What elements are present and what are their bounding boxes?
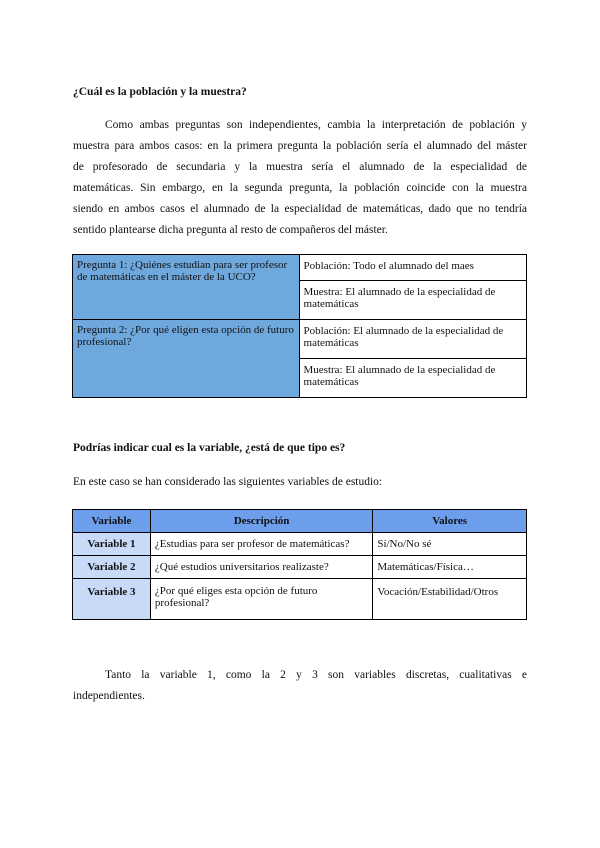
description-cell: ¿Por qué eliges esta opción de futuro profesional? [150, 579, 372, 620]
paragraph-line: de profesorado de secundaria y la muestra sería el alumnado de la especialidad de [73, 161, 527, 173]
answer-cell: Población: El alumnado de la especialidad de matemáticas [299, 320, 526, 359]
variables-table [72, 509, 527, 620]
paragraph-poblacion [73, 115, 527, 241]
values-cell: Matemáticas/Física… [373, 556, 527, 579]
paragraph-line: Tanto la variable 1, como la 2 y 3 son variables discretas, cualitativas e [105, 669, 527, 681]
table-row [73, 533, 527, 556]
description-cell: ¿Qué estudios universitarios realizaste? [150, 556, 372, 579]
paragraph-line: matemáticas. Sin embargo, en la segunda pregunta, la población coincide con la muestra [73, 182, 527, 194]
paragraph-line: muestra para ambos casos: en la primera pregunta la población sería el alumnado del máster [73, 140, 527, 152]
table-row [73, 556, 527, 579]
answer-cell: Muestra: El alumnado de la especialidad de matemáticas [299, 281, 526, 320]
column-header: Descripción [150, 510, 372, 533]
answer-cell: Población: Todo el alumnado del maes [299, 255, 526, 281]
table-row [73, 320, 527, 359]
paragraph-conclusion [73, 665, 527, 707]
variable-cell: Variable 2 [73, 556, 151, 579]
variable-cell: Variable 1 [73, 533, 151, 556]
values-cell: Vocación/Estabilidad/Otros [373, 579, 527, 620]
section-heading-poblacion: ¿Cuál es la población y la muestra? [73, 86, 247, 98]
paragraph-line: Como ambas preguntas son independientes, cambia la interpretación de población y [105, 119, 527, 131]
population-sample-table [72, 254, 527, 398]
values-cell: Sí/No/No sé [373, 533, 527, 556]
question-cell: Pregunta 2: ¿Por qué eligen esta opción de futuro profesional? [73, 320, 300, 398]
table-header-row [73, 510, 527, 533]
column-header: Valores [373, 510, 527, 533]
column-header: Variable [73, 510, 151, 533]
paragraph-line: independientes. [73, 690, 145, 702]
description-cell: ¿Estudias para ser profesor de matemáticas? [150, 533, 372, 556]
variable-cell: Variable 3 [73, 579, 151, 620]
paragraph-line: siendo en ambos casos el alumnado de la especialidad de matemáticas, dado que no tendría [73, 203, 527, 215]
intro-text: En este caso se han considerado las siguientes variables de estudio: [73, 476, 383, 488]
table-row [73, 255, 527, 281]
section-heading-variable: Podrías indicar cual es la variable, ¿está de que tipo es? [73, 442, 346, 454]
answer-cell: Muestra: El alumnado de la especialidad de matemáticas [299, 359, 526, 398]
paragraph-line: sentido plantearse dicha pregunta al resto de compañeros del máster. [73, 224, 388, 236]
question-cell: Pregunta 1: ¿Quiénes estudian para ser profesor de matemáticas en el máster de la UCO? [73, 255, 300, 320]
table-row [73, 579, 527, 620]
